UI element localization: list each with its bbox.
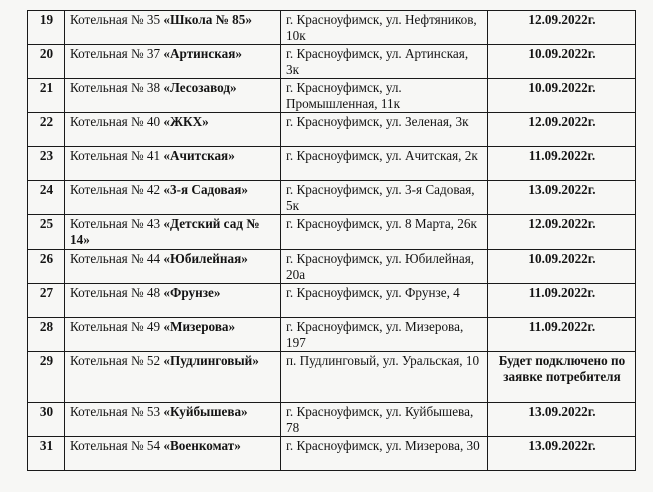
table-body xyxy=(28,11,636,471)
connection-date-cell: 13.09.2022г. xyxy=(488,437,636,471)
boiler-name: «Детский сад № 14» xyxy=(70,216,260,247)
table-row xyxy=(28,403,636,437)
address-cell: г. Красноуфимск, ул. Куйбышева, 78 xyxy=(281,403,488,437)
connection-date-cell: 11.09.2022г. xyxy=(488,147,636,181)
table-row xyxy=(28,318,636,352)
table-row xyxy=(28,113,636,147)
connection-date-cell: 13.09.2022г. xyxy=(488,403,636,437)
address-cell: г. Красноуфимск, ул. Ачитская, 2к xyxy=(281,147,488,181)
boiler-name-prefix: Котельная № 49 xyxy=(70,319,164,334)
boiler-name-cell xyxy=(65,79,281,113)
boiler-name: «Артинская» xyxy=(163,46,242,61)
boiler-name-cell xyxy=(65,403,281,437)
address-cell: г. Красноуфимск, ул. Зеленая, 3к xyxy=(281,113,488,147)
row-number: 26 xyxy=(28,250,65,284)
boiler-name: «Ачитская» xyxy=(163,148,235,163)
boiler-name-prefix: Котельная № 54 xyxy=(70,438,164,453)
boiler-name: «Военкомат» xyxy=(163,438,241,453)
row-number: 30 xyxy=(28,403,65,437)
boiler-name-prefix: Котельная № 42 xyxy=(70,182,164,197)
boiler-name-prefix: Котельная № 52 xyxy=(70,353,164,368)
table-row xyxy=(28,352,636,403)
boiler-houses-table xyxy=(27,10,636,471)
boiler-name-prefix: Котельная № 43 xyxy=(70,216,164,231)
boiler-name-cell xyxy=(65,113,281,147)
row-number: 31 xyxy=(28,437,65,471)
connection-date-cell: 13.09.2022г. xyxy=(488,181,636,215)
boiler-name: «Школа № 85» xyxy=(163,12,252,27)
row-number: 21 xyxy=(28,79,65,113)
table-row xyxy=(28,437,636,471)
boiler-name-prefix: Котельная № 48 xyxy=(70,285,164,300)
boiler-name-cell xyxy=(65,45,281,79)
connection-date-cell: 12.09.2022г. xyxy=(488,215,636,250)
connection-date-cell: Будет подключено по заявке потребителя xyxy=(488,352,636,403)
boiler-name-prefix: Котельная № 37 xyxy=(70,46,164,61)
address-cell: п. Пудлинговый, ул. Уральская, 10 xyxy=(281,352,488,403)
connection-date-cell: 12.09.2022г. xyxy=(488,113,636,147)
boiler-name: «ЖКХ» xyxy=(163,114,209,129)
boiler-name-prefix: Котельная № 53 xyxy=(70,404,164,419)
address-cell: г. Красноуфимск, ул. 3-я Садовая, 5к xyxy=(281,181,488,215)
table-row xyxy=(28,215,636,250)
table-row xyxy=(28,250,636,284)
boiler-name: «Юбилейная» xyxy=(163,251,248,266)
boiler-name-cell xyxy=(65,11,281,45)
boiler-name-cell xyxy=(65,352,281,403)
boiler-name-prefix: Котельная № 35 xyxy=(70,12,164,27)
boiler-name-prefix: Котельная № 38 xyxy=(70,80,164,95)
connection-date-cell: 11.09.2022г. xyxy=(488,284,636,318)
table-row xyxy=(28,45,636,79)
boiler-name-prefix: Котельная № 40 xyxy=(70,114,164,129)
connection-date-cell: 10.09.2022г. xyxy=(488,250,636,284)
address-cell: г. Красноуфимск, ул. Нефтяников, 10к xyxy=(281,11,488,45)
connection-date-cell: 10.09.2022г. xyxy=(488,79,636,113)
row-number: 27 xyxy=(28,284,65,318)
row-number: 25 xyxy=(28,215,65,250)
address-cell: г. Красноуфимск, ул. Фрунзе, 4 xyxy=(281,284,488,318)
table-row xyxy=(28,79,636,113)
boiler-name-cell xyxy=(65,215,281,250)
boiler-name: «Лесозавод» xyxy=(163,80,237,95)
address-cell: г. Красноуфимск, ул. Артинская, 3к xyxy=(281,45,488,79)
row-number: 22 xyxy=(28,113,65,147)
boiler-name-prefix: Котельная № 44 xyxy=(70,251,164,266)
boiler-name-cell xyxy=(65,147,281,181)
boiler-name: «Мизерова» xyxy=(163,319,236,334)
table-row xyxy=(28,181,636,215)
row-number: 23 xyxy=(28,147,65,181)
connection-date-cell: 11.09.2022г. xyxy=(488,318,636,352)
row-number: 28 xyxy=(28,318,65,352)
boiler-name-cell xyxy=(65,284,281,318)
boiler-name: «Пудлинговый» xyxy=(163,353,259,368)
table-row xyxy=(28,284,636,318)
address-cell: г. Красноуфимск, ул. Юбилейная, 20а xyxy=(281,250,488,284)
address-cell: г. Красноуфимск, ул. Мизерова, 197 xyxy=(281,318,488,352)
boiler-name-cell xyxy=(65,181,281,215)
table-row xyxy=(28,11,636,45)
address-cell: г. Красноуфимск, ул. Промышленная, 11к xyxy=(281,79,488,113)
boiler-name-cell xyxy=(65,437,281,471)
boiler-name: «Куйбышева» xyxy=(163,404,248,419)
connection-date-cell: 12.09.2022г. xyxy=(488,11,636,45)
boiler-name-cell xyxy=(65,318,281,352)
address-cell: г. Красноуфимск, ул. 8 Марта, 26к xyxy=(281,215,488,250)
connection-date-cell: 10.09.2022г. xyxy=(488,45,636,79)
row-number: 29 xyxy=(28,352,65,403)
boiler-name-cell xyxy=(65,250,281,284)
row-number: 24 xyxy=(28,181,65,215)
row-number: 20 xyxy=(28,45,65,79)
table-row xyxy=(28,147,636,181)
boiler-name-prefix: Котельная № 41 xyxy=(70,148,164,163)
boiler-name: «3-я Садовая» xyxy=(163,182,248,197)
boiler-name: «Фрунзе» xyxy=(163,285,221,300)
row-number: 19 xyxy=(28,11,65,45)
address-cell: г. Красноуфимск, ул. Мизерова, 30 xyxy=(281,437,488,471)
